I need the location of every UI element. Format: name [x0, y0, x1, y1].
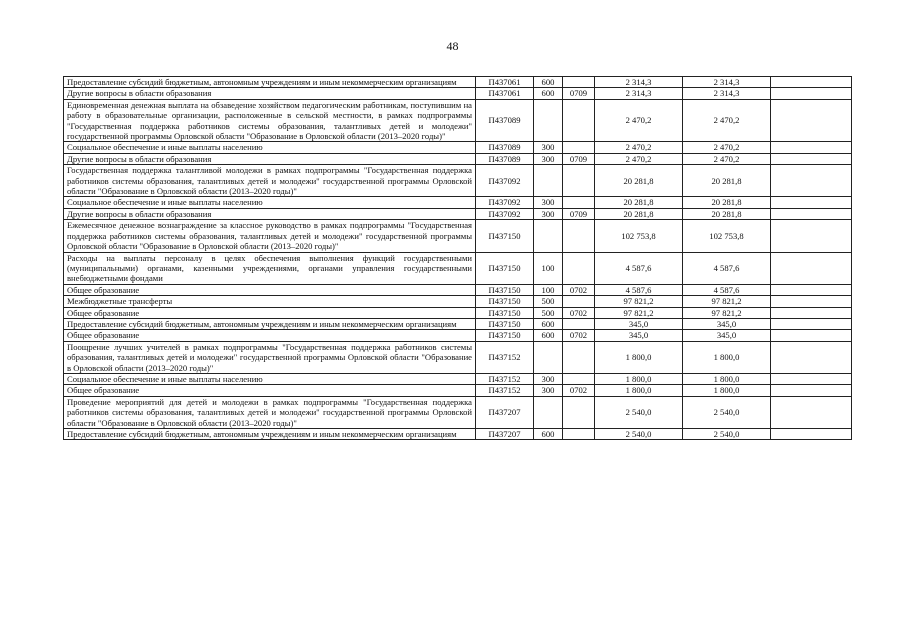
section-code-cell: 0709	[563, 208, 595, 219]
expense-type-cell	[534, 341, 563, 373]
expense-type-cell: 100	[534, 252, 563, 284]
amount-third-cell	[771, 99, 852, 142]
amount-first-cell: 102 753,8	[595, 220, 683, 252]
section-code-cell	[563, 296, 595, 307]
section-code-cell: 0702	[563, 330, 595, 341]
amount-second-cell: 2 470,2	[683, 99, 771, 142]
table-row	[64, 220, 852, 252]
expense-name-cell: Другие вопросы в области образования	[64, 208, 476, 219]
table-row	[64, 396, 852, 428]
target-article-cell: П437150	[476, 307, 534, 318]
expense-name-cell: Предоставление субсидий бюджетным, автономным учреждениям и иным некоммерческим организациям	[64, 318, 476, 329]
table-row	[64, 197, 852, 208]
page-number: 48	[446, 39, 459, 53]
section-code-cell	[563, 142, 595, 153]
target-article-cell: П437061	[476, 77, 534, 88]
amount-third-cell	[771, 284, 852, 295]
amount-second-cell: 2 314,3	[683, 77, 771, 88]
section-code-cell	[563, 77, 595, 88]
target-article-cell: П437152	[476, 341, 534, 373]
table-row	[64, 88, 852, 99]
table-row	[64, 284, 852, 295]
amount-third-cell	[771, 330, 852, 341]
target-article-cell: П437150	[476, 252, 534, 284]
expense-name-cell: Расходы на выплаты персоналу в целях обеспечения выполнения функций государственными (муниципальными) органами, казенными учреждениями, органами управления государственными внебюджетными фондами	[64, 252, 476, 284]
table-row	[64, 208, 852, 219]
amount-first-cell: 1 800,0	[595, 341, 683, 373]
amount-second-cell: 20 281,8	[683, 208, 771, 219]
amount-third-cell	[771, 429, 852, 440]
amount-first-cell: 1 800,0	[595, 385, 683, 396]
amount-second-cell: 2 470,2	[683, 153, 771, 164]
amount-first-cell: 20 281,8	[595, 165, 683, 197]
amount-third-cell	[771, 341, 852, 373]
section-code-cell: 0709	[563, 88, 595, 99]
amount-first-cell: 345,0	[595, 330, 683, 341]
expense-type-cell	[534, 165, 563, 197]
target-article-cell: П437207	[476, 429, 534, 440]
table-row	[64, 142, 852, 153]
target-article-cell: П437089	[476, 99, 534, 142]
expense-type-cell: 300	[534, 208, 563, 219]
expense-name-cell: Общее образование	[64, 385, 476, 396]
section-code-cell: 0702	[563, 307, 595, 318]
target-article-cell: П437207	[476, 396, 534, 428]
expense-name-cell: Общее образование	[64, 330, 476, 341]
expense-type-cell	[534, 396, 563, 428]
amount-second-cell: 345,0	[683, 318, 771, 329]
table-row	[64, 99, 852, 142]
expense-name-cell: Ежемесячное денежное вознаграждение за классное руководство в рамках подпрограммы "Государственная поддержка работников системы образования, талантливых детей и молодежи" государственной программы Орловской области "Образование в Орловской области (2013–2020 годы)"	[64, 220, 476, 252]
amount-second-cell: 97 821,2	[683, 307, 771, 318]
table-row	[64, 153, 852, 164]
expense-type-cell: 300	[534, 142, 563, 153]
amount-third-cell	[771, 208, 852, 219]
table-row	[64, 252, 852, 284]
amount-third-cell	[771, 165, 852, 197]
section-code-cell	[563, 373, 595, 384]
target-article-cell: П437089	[476, 142, 534, 153]
target-article-cell: П437150	[476, 330, 534, 341]
expense-name-cell: Предоставление субсидий бюджетным, автономным учреждениям и иным некоммерческим организациям	[64, 429, 476, 440]
table-row	[64, 341, 852, 373]
section-code-cell	[563, 165, 595, 197]
expense-name-cell: Другие вопросы в области образования	[64, 88, 476, 99]
expense-name-cell: Предоставление субсидий бюджетным, автономным учреждениям и иным некоммерческим организациям	[64, 77, 476, 88]
amount-first-cell: 4 587,6	[595, 284, 683, 295]
table-row	[64, 165, 852, 197]
target-article-cell: П437152	[476, 385, 534, 396]
section-code-cell	[563, 396, 595, 428]
amount-third-cell	[771, 396, 852, 428]
expense-name-cell: Межбюджетные трансферты	[64, 296, 476, 307]
amount-second-cell: 20 281,8	[683, 197, 771, 208]
expense-name-cell: Социальное обеспечение и иные выплаты населению	[64, 142, 476, 153]
section-code-cell	[563, 99, 595, 142]
table-row	[64, 318, 852, 329]
expense-name-cell: Государственная поддержка талантливой молодежи в рамках подпрограммы "Государственная поддержка работников системы образования, талантливых детей и молодежи" государственной программы Орловской области "Образование в Орловской области (2013–2020 годы)"	[64, 165, 476, 197]
expense-type-cell: 500	[534, 307, 563, 318]
expense-type-cell: 300	[534, 197, 563, 208]
target-article-cell: П437150	[476, 284, 534, 295]
amount-third-cell	[771, 220, 852, 252]
amount-third-cell	[771, 307, 852, 318]
expense-type-cell	[534, 99, 563, 142]
amount-third-cell	[771, 153, 852, 164]
expense-type-cell: 100	[534, 284, 563, 295]
section-code-cell	[563, 197, 595, 208]
expense-type-cell: 600	[534, 318, 563, 329]
amount-first-cell: 2 540,0	[595, 429, 683, 440]
expense-name-cell: Общее образование	[64, 284, 476, 295]
expense-name-cell: Общее образование	[64, 307, 476, 318]
table-row	[64, 373, 852, 384]
amount-second-cell: 2 540,0	[683, 429, 771, 440]
table-row	[64, 307, 852, 318]
amount-second-cell: 345,0	[683, 330, 771, 341]
section-code-cell	[563, 252, 595, 284]
table-row	[64, 385, 852, 396]
amount-third-cell	[771, 252, 852, 284]
expense-type-cell	[534, 220, 563, 252]
section-code-cell	[563, 429, 595, 440]
expense-type-cell: 300	[534, 373, 563, 384]
target-article-cell: П437092	[476, 208, 534, 219]
expense-type-cell: 600	[534, 77, 563, 88]
table-row	[64, 429, 852, 440]
target-article-cell: П437061	[476, 88, 534, 99]
amount-third-cell	[771, 88, 852, 99]
expense-name-cell: Социальное обеспечение и иные выплаты населению	[64, 373, 476, 384]
table-row	[64, 77, 852, 88]
amount-first-cell: 20 281,8	[595, 197, 683, 208]
amount-third-cell	[771, 197, 852, 208]
amount-first-cell: 2 540,0	[595, 396, 683, 428]
expense-type-cell: 600	[534, 330, 563, 341]
amount-first-cell: 2 470,2	[595, 99, 683, 142]
target-article-cell: П437089	[476, 153, 534, 164]
expense-type-cell: 500	[534, 296, 563, 307]
amount-first-cell: 1 800,0	[595, 373, 683, 384]
amount-second-cell: 1 800,0	[683, 373, 771, 384]
expense-name-cell: Единовременная денежная выплата на обзаведение хозяйством педагогическим работникам, поступившим на работу в образовательные организации, расположенные в сельской местности, в рамках подпрограммы "Государственная поддержка работников системы образования, талантливых детей и молодежи" государственной программы Орловской области "Образование в Орловской области (2013–2020 годы)"	[64, 99, 476, 142]
target-article-cell: П437150	[476, 318, 534, 329]
amount-first-cell: 4 587,6	[595, 252, 683, 284]
amount-second-cell: 102 753,8	[683, 220, 771, 252]
amount-second-cell: 2 470,2	[683, 142, 771, 153]
amount-first-cell: 2 314,3	[595, 77, 683, 88]
amount-first-cell: 2 470,2	[595, 142, 683, 153]
target-article-cell: П437152	[476, 373, 534, 384]
amount-third-cell	[771, 373, 852, 384]
amount-first-cell: 97 821,2	[595, 296, 683, 307]
amount-third-cell	[771, 318, 852, 329]
expense-name-cell: Социальное обеспечение и иные выплаты населению	[64, 197, 476, 208]
amount-third-cell	[771, 77, 852, 88]
table-row	[64, 330, 852, 341]
budget-table-body	[64, 77, 852, 440]
amount-second-cell: 20 281,8	[683, 165, 771, 197]
amount-second-cell: 97 821,2	[683, 296, 771, 307]
amount-first-cell: 345,0	[595, 318, 683, 329]
expense-type-cell: 300	[534, 153, 563, 164]
section-code-cell	[563, 220, 595, 252]
amount-third-cell	[771, 385, 852, 396]
section-code-cell	[563, 341, 595, 373]
amount-second-cell: 2 540,0	[683, 396, 771, 428]
section-code-cell	[563, 318, 595, 329]
target-article-cell: П437092	[476, 165, 534, 197]
amount-first-cell: 97 821,2	[595, 307, 683, 318]
expense-name-cell: Проведение мероприятий для детей и молодежи в рамках подпрограммы "Государственная поддержка работников системы образования, талантливых детей и молодежи" государственной программы Орловской области "Образование в Орловской области (2013–2020 годы)"	[64, 396, 476, 428]
target-article-cell: П437150	[476, 220, 534, 252]
target-article-cell: П437092	[476, 197, 534, 208]
amount-first-cell: 20 281,8	[595, 208, 683, 219]
expense-name-cell: Поощрение лучших учителей в рамках подпрограммы "Государственная поддержка работников системы образования, талантливых детей и молодежи" государственной программы Орловской области "Образование в Орловской области (2013–2020 годы)"	[64, 341, 476, 373]
amount-second-cell: 1 800,0	[683, 341, 771, 373]
amount-second-cell: 2 314,3	[683, 88, 771, 99]
section-code-cell: 0702	[563, 385, 595, 396]
amount-first-cell: 2 470,2	[595, 153, 683, 164]
amount-third-cell	[771, 296, 852, 307]
expense-type-cell: 600	[534, 429, 563, 440]
amount-second-cell: 4 587,6	[683, 252, 771, 284]
budget-table	[63, 76, 852, 440]
expense-name-cell: Другие вопросы в области образования	[64, 153, 476, 164]
target-article-cell: П437150	[476, 296, 534, 307]
table-row	[64, 296, 852, 307]
amount-second-cell: 4 587,6	[683, 284, 771, 295]
section-code-cell: 0709	[563, 153, 595, 164]
amount-second-cell: 1 800,0	[683, 385, 771, 396]
section-code-cell: 0702	[563, 284, 595, 295]
expense-type-cell: 600	[534, 88, 563, 99]
expense-type-cell: 300	[534, 385, 563, 396]
amount-third-cell	[771, 142, 852, 153]
amount-first-cell: 2 314,3	[595, 88, 683, 99]
